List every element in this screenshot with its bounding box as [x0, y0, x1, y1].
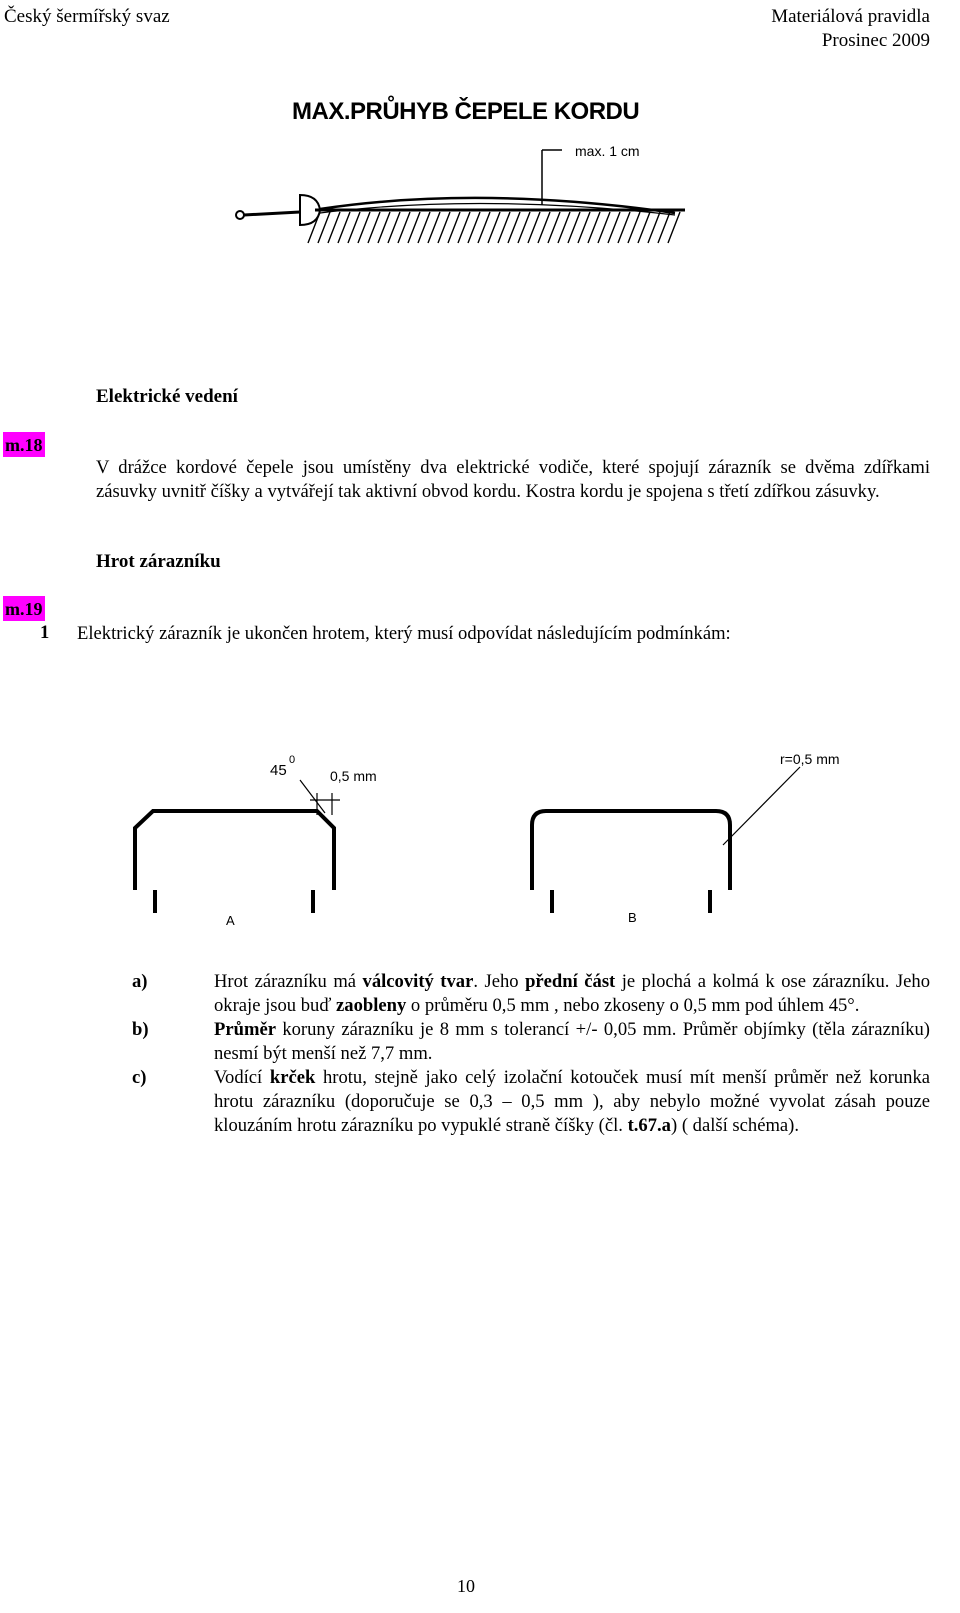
label-a: A [226, 913, 235, 928]
condition-item [132, 1018, 930, 1066]
condition-label: c) [132, 1067, 147, 1088]
article-marker-m18: m.18 [3, 432, 45, 457]
header-document-title: Materiálová pravidla [771, 6, 930, 27]
header-date: Prosinec 2009 [821, 30, 930, 51]
emphasized-term: přední část [525, 971, 616, 992]
section-heading-electric: Elektrické vedení [96, 386, 238, 407]
condition-label: a) [132, 971, 148, 992]
emphasized-term: zaobleny [336, 995, 407, 1016]
article-marker-m19: m.19 [3, 596, 45, 621]
label-b: B [628, 910, 637, 925]
condition-item [132, 1066, 930, 1138]
text-run: hrotu, stejně jako celý izolační kotouček musí mít menší průměr než korunka hrotu zárazníku (doporučuje se 0,3 – 0,5 mm ), aby nebylo možné vyvolat zásah pouze klouzáním hrotu zárazníku po vypuklé straně číšky (čl. [214, 1067, 930, 1136]
blade-bend-figure [220, 85, 700, 265]
label-chamfer: 0,5 mm [330, 768, 377, 784]
figure1-annotation: max. 1 cm [575, 143, 640, 159]
label-angle: 45 [270, 762, 287, 779]
text-run: o průměru 0,5 mm , nebo zkoseny o 0,5 mm pod úhlem 45°. [406, 995, 860, 1016]
paragraph-electric: V drážce kordové čepele jsou umístěny dva elektrické vodiče, které spojují zárazník se dvěma zdířkami zásuvky uvnitř číšky a vytvářejí tak aktivní obvod kordu. Kostra kordu je spojena s třetí zdířkou zásuvky. [96, 457, 930, 502]
emphasized-term: krček [269, 1067, 316, 1088]
clause-number: 1 [40, 622, 50, 643]
handle [244, 212, 300, 215]
condition-text [214, 1018, 930, 1066]
condition-text [214, 970, 930, 1018]
text-run: . Jeho [473, 971, 526, 992]
pommel-icon [236, 211, 244, 219]
emphasized-term: Průměr [214, 1019, 276, 1040]
conditions-list [132, 970, 930, 1138]
text-run: Hrot zárazníku má [214, 971, 363, 992]
page-number: 10 [457, 1576, 475, 1596]
header-organization: Český šermířský svaz [4, 6, 170, 27]
section-heading-tip: Hrot zárazníku [96, 551, 221, 572]
tip-shapes-figure [120, 745, 880, 935]
text-run: ) ( další schéma). [670, 1115, 800, 1136]
emphasized-term: válcovitý tvar [362, 971, 474, 992]
label-angle-degree: 0 [289, 754, 296, 766]
condition-item [132, 970, 930, 1018]
clause-text: Elektrický zárazník je ukončen hrotem, který musí odpovídat následujícím podmínkám: [77, 623, 731, 644]
tip-shape-b [532, 767, 800, 913]
tip-shape-a [135, 780, 340, 913]
emphasized-term: t.67.a [627, 1115, 671, 1136]
condition-text [214, 1066, 930, 1138]
ground-hatching [308, 212, 680, 243]
text-run: Vodící [214, 1067, 270, 1088]
text-run: koruny zárazníku je 8 mm s tolerancí +/- 0,05 mm. Průměr objímky (těla zárazníku) nesmí být menší než 7,7 mm. [214, 1019, 930, 1064]
condition-label: b) [132, 1019, 149, 1040]
text-run: je plochá a kolmá k ose zárazníku. Jeho okraje jsou buď [214, 971, 930, 1016]
label-radius: r=0,5 mm [780, 751, 840, 767]
figure1-title: MAX.PRŮHYB ČEPELE KORDU [292, 98, 640, 125]
